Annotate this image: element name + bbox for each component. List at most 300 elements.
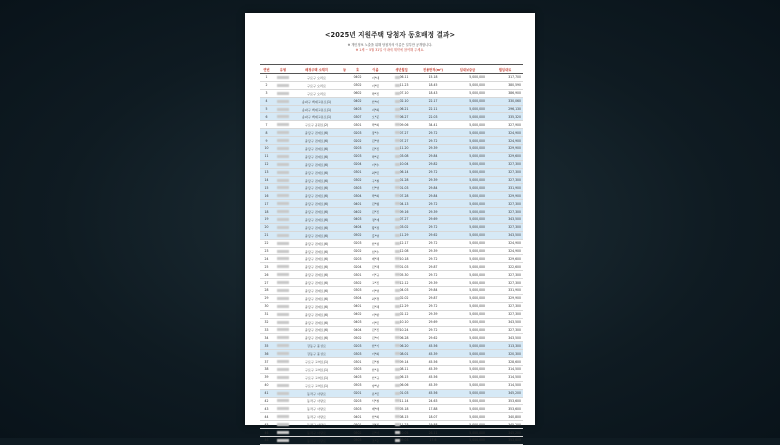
cell-name: 이*희 <box>366 350 385 358</box>
table-row <box>260 365 523 373</box>
cell-address: 중랑구 겸재로(6) <box>293 310 340 318</box>
redacted-block <box>395 431 400 434</box>
cell-ho: 0402 <box>349 310 366 318</box>
cell-name: 박*희 <box>366 121 385 129</box>
cell-birth <box>385 160 418 168</box>
cell-area: 29.39 <box>418 208 448 216</box>
cell-type <box>273 231 293 239</box>
redacted-block <box>277 210 289 213</box>
redacted-block <box>277 368 289 371</box>
cell-name: 유*민 <box>366 389 385 397</box>
cell-address: 구로구 오리로 <box>293 89 340 97</box>
redacted-block <box>277 257 289 260</box>
cell-rent: 328,600 <box>487 358 523 366</box>
cell-birth <box>385 168 418 176</box>
cell-deposit: 5,000,000 <box>448 381 487 389</box>
birth-text: 07.27 <box>399 138 409 143</box>
cell-address: 중랑구 겸재로(6) <box>293 223 340 231</box>
cell-address: 구로구 고척로(1) <box>293 358 340 366</box>
birth-text: 06.06 <box>399 383 409 388</box>
redacted-block <box>277 407 289 410</box>
cell-ho: 0403 <box>349 216 366 224</box>
cell-deposit: 5,000,000 <box>448 413 487 421</box>
redacted-block <box>277 147 289 150</box>
cell-dong <box>340 121 349 129</box>
cell-ho: 0301 <box>349 271 366 279</box>
cell-dong <box>340 373 349 381</box>
table-row <box>260 255 523 263</box>
cell-birth <box>385 113 418 121</box>
cell-type <box>273 302 293 310</box>
redacted-block <box>277 155 289 158</box>
table-row <box>260 137 523 145</box>
cell-dong <box>340 389 349 397</box>
cell-deposit: 5,000,000 <box>448 397 487 405</box>
cell-type <box>273 113 293 121</box>
redacted-block <box>395 281 400 284</box>
birth-text: 02.12 <box>399 312 409 317</box>
cell-dong <box>340 421 349 429</box>
cell-dong <box>340 231 349 239</box>
birth-text: 09.16 <box>399 209 409 214</box>
cell-area: 29.72 <box>418 239 448 247</box>
birth-text: 09.14 <box>399 359 409 364</box>
cell-rent: 324,900 <box>487 239 523 247</box>
table-row <box>260 74 523 82</box>
cell-type <box>273 397 293 405</box>
cell-dong <box>340 405 349 413</box>
cell-name: 한*기 <box>366 342 385 350</box>
redacted-block <box>395 115 400 118</box>
birth-text: 02.02 <box>399 296 409 301</box>
cell-no: 32 <box>260 318 273 326</box>
redacted-block <box>395 399 400 402</box>
header-name: 이름 <box>366 65 385 74</box>
cell-birth <box>385 381 418 389</box>
cell-type <box>273 334 293 342</box>
cell-name: 정*재 <box>366 216 385 224</box>
cell-address: 중랑구 겸재로(6) <box>293 216 340 224</box>
cell-area: 29.72 <box>418 129 448 137</box>
cell-ho: 0302 <box>349 279 366 287</box>
cell-name: 한*희 <box>366 413 385 421</box>
cell-no: 20 <box>260 223 273 231</box>
cell-birth <box>385 421 418 429</box>
cell-no: 3 <box>260 89 273 97</box>
cell-deposit: 5,000,000 <box>448 223 487 231</box>
cell-area: 17.6 <box>418 436 448 444</box>
redacted-block <box>277 139 289 142</box>
cell-rent: 320,300 <box>487 350 523 358</box>
table-row <box>260 200 523 208</box>
cell-birth <box>385 145 418 153</box>
cell-address: 중랑구 겸재로(6) <box>293 176 340 184</box>
table-row <box>260 208 523 216</box>
cell-address: 동작구 사당로 <box>293 436 340 444</box>
cell-address: 중랑구 겸재로(6) <box>293 334 340 342</box>
cell-rent: 386,900 <box>487 89 523 97</box>
cell-no: 11 <box>260 152 273 160</box>
redacted-block <box>277 313 289 316</box>
cell-no: 24 <box>260 255 273 263</box>
table-row <box>260 216 523 224</box>
table-row <box>260 405 523 413</box>
cell-name: 고*진 <box>366 279 385 287</box>
birth-text: 07.10 <box>399 91 409 96</box>
redacted-block <box>395 257 400 260</box>
cell-birth <box>385 334 418 342</box>
redacted-block <box>277 352 289 355</box>
note-line-1: ※ 개인정보 노출을 위해 당첨자의 이름은 일부만 공개합니다. <box>347 43 433 47</box>
cell-birth <box>385 97 418 105</box>
cell-rent: 343,500 <box>487 216 523 224</box>
cell-area: 45.56 <box>418 358 448 366</box>
cell-name: 김*진 <box>366 326 385 334</box>
cell-area: 22.03 <box>418 113 448 121</box>
cell-birth <box>385 287 418 295</box>
birth-text: 09.06 <box>399 122 409 127</box>
cell-deposit: 5,000,000 <box>448 365 487 373</box>
cell-area: 19.88 <box>418 421 448 429</box>
cell-no: 40 <box>260 381 273 389</box>
cell-type <box>273 342 293 350</box>
cell-area: 29.84 <box>418 287 448 295</box>
cell-deposit: 5,000,000 <box>448 310 487 318</box>
birth-text: 11.23 <box>399 422 409 427</box>
cell-deposit: 5,000,000 <box>448 74 487 82</box>
cell-deposit: 5,000,000 <box>448 105 487 113</box>
cell-area: 26.11 <box>418 429 448 437</box>
cell-name: 오*준 <box>366 113 385 121</box>
redacted-block <box>277 234 289 237</box>
redacted-block <box>277 439 289 442</box>
redacted-block <box>277 218 289 221</box>
cell-type <box>273 168 293 176</box>
cell-area: 34.41 <box>418 121 448 129</box>
cell-no: 16 <box>260 192 273 200</box>
cell-address: 중랑구 겸재로(6) <box>293 239 340 247</box>
cell-deposit: 5,000,000 <box>448 176 487 184</box>
cell-birth <box>385 429 418 437</box>
cell-no: 17 <box>260 200 273 208</box>
cell-ho: 0203 <box>349 255 366 263</box>
redacted-block <box>395 123 400 126</box>
cell-area: 29.72 <box>418 255 448 263</box>
cell-ho: 0503 <box>349 436 366 444</box>
cell-name: 이*민 <box>366 318 385 326</box>
cell-rent: 327,300 <box>487 310 523 318</box>
cell-deposit: 5,000,000 <box>448 184 487 192</box>
table-row <box>260 247 523 255</box>
cell-dong <box>340 310 349 318</box>
cell-no: 14 <box>260 176 273 184</box>
table-row <box>260 373 523 381</box>
cell-rent: 296,130 <box>487 105 523 113</box>
table-row <box>260 350 523 358</box>
cell-ho: 0602 <box>349 89 366 97</box>
cell-birth <box>385 239 418 247</box>
birth-text: 04.13 <box>399 201 409 206</box>
cell-name: 이*환 <box>366 310 385 318</box>
birth-text: 11.23 <box>399 83 409 88</box>
cell-dong <box>340 397 349 405</box>
cell-name: 안*미 <box>366 97 385 105</box>
cell-rent: 331,900 <box>487 184 523 192</box>
cell-no: 9 <box>260 137 273 145</box>
cell-ho: 0401 <box>349 302 366 310</box>
cell-birth <box>385 247 418 255</box>
birth-text: 02.10 <box>399 99 409 104</box>
cell-no: 22 <box>260 239 273 247</box>
cell-no: 37 <box>260 358 273 366</box>
redacted-block <box>277 423 289 426</box>
cell-name: 김*철 <box>366 358 385 366</box>
cell-type <box>273 381 293 389</box>
cell-deposit: 5,000,000 <box>448 192 487 200</box>
cell-type <box>273 326 293 334</box>
cell-ho: 0502 <box>349 231 366 239</box>
cell-birth <box>385 200 418 208</box>
cell-deposit: 5,000,000 <box>448 429 487 437</box>
cell-dong <box>340 81 349 89</box>
cell-address: 중랑구 겸재로(6) <box>293 294 340 302</box>
redacted-block <box>277 384 289 387</box>
redacted-block <box>277 115 289 118</box>
cell-area: 29.39 <box>418 279 448 287</box>
cell-dong <box>340 74 349 82</box>
redacted-block <box>277 281 289 284</box>
cell-deposit: 5,000,000 <box>448 279 487 287</box>
cell-type <box>273 81 293 89</box>
cell-rent: 322,600 <box>487 263 523 271</box>
cell-no: 42 <box>260 397 273 405</box>
cell-address: 강동구 풍성로 <box>293 342 340 350</box>
redacted-block <box>277 415 289 418</box>
cell-birth <box>385 326 418 334</box>
birth-text: 12.08 <box>399 249 409 254</box>
redacted-block <box>395 423 400 426</box>
cell-rent: 340,800 <box>487 413 523 421</box>
cell-no: 26 <box>260 271 273 279</box>
cell-rent: 329,900 <box>487 192 523 200</box>
cell-birth <box>385 365 418 373</box>
table-row <box>260 184 523 192</box>
cell-address: 중랑구 겸재로(6) <box>293 247 340 255</box>
header-area: 전용면적(m²) <box>418 65 448 74</box>
cell-no: 45 <box>260 421 273 429</box>
redacted-block <box>277 92 289 95</box>
cell-ho: 0301 <box>349 168 366 176</box>
cell-type <box>273 373 293 381</box>
cell-address: 송파구 백제고분로(1) <box>293 113 340 121</box>
cell-no: 33 <box>260 326 273 334</box>
birth-text: 11.20 <box>399 146 409 151</box>
cell-area: 29.84 <box>418 184 448 192</box>
cell-no: 8 <box>260 129 273 137</box>
cell-birth <box>385 405 418 413</box>
cell-dong <box>340 192 349 200</box>
cell-area: 18.45 <box>418 81 448 89</box>
cell-rent: 327,300 <box>487 326 523 334</box>
cell-area: 29.72 <box>418 271 448 279</box>
cell-type <box>273 200 293 208</box>
cell-dong <box>340 318 349 326</box>
cell-name: 최*민 <box>366 168 385 176</box>
cell-name: 홍*영 <box>366 231 385 239</box>
redacted-block <box>395 415 400 418</box>
cell-ho: 0503 <box>349 381 366 389</box>
cell-ho: 0301 <box>349 358 366 366</box>
cell-address: 구로구 고척로(1) <box>293 381 340 389</box>
cell-birth <box>385 350 418 358</box>
redacted-block <box>395 131 400 134</box>
cell-name: 양*남 <box>366 381 385 389</box>
birth-text: 06.27 <box>399 114 409 119</box>
redacted-block <box>277 108 289 111</box>
header-no: 연번 <box>260 65 273 74</box>
birth-text: 07.27 <box>399 130 409 135</box>
redacted-block <box>395 265 400 268</box>
cell-dong <box>340 152 349 160</box>
redacted-block <box>395 360 400 363</box>
cell-address: 중랑구 겸재로(6) <box>293 129 340 137</box>
cell-area: 29.39 <box>418 176 448 184</box>
birth-text: 04.03 <box>399 288 409 293</box>
redacted-block <box>277 392 289 395</box>
header-deposit: 임대보증금 <box>448 65 487 74</box>
cell-deposit: 5,000,000 <box>448 436 487 444</box>
cell-deposit: 5,000,000 <box>448 160 487 168</box>
redacted-block <box>395 321 400 324</box>
table-row <box>260 279 523 287</box>
cell-area: 29.72 <box>418 168 448 176</box>
cell-deposit: 5,000,000 <box>448 168 487 176</box>
cell-rent: 327,300 <box>487 302 523 310</box>
birth-text: 12.12 <box>399 280 409 285</box>
cell-ho: 0204 <box>349 160 366 168</box>
cell-rent: 353,600 <box>487 436 523 444</box>
cell-rent: 314,500 <box>487 381 523 389</box>
birth-text: 07.28 <box>399 193 409 198</box>
redacted-block <box>277 123 289 126</box>
cell-type <box>273 208 293 216</box>
table-row <box>260 113 523 121</box>
cell-area: 29.82 <box>418 160 448 168</box>
cell-no: 39 <box>260 373 273 381</box>
table-row <box>260 160 523 168</box>
cell-rent: 317,700 <box>487 74 523 82</box>
redacted-block <box>395 407 400 410</box>
redacted-block <box>277 265 289 268</box>
cell-no: 44 <box>260 413 273 421</box>
birth-text: 01.03 <box>399 185 409 190</box>
redacted-block <box>277 163 289 166</box>
cell-area: 24.63 <box>418 397 448 405</box>
cell-ho: 0303 <box>349 405 366 413</box>
table-row <box>260 192 523 200</box>
birth-text: 06.11 <box>399 75 409 80</box>
cell-birth <box>385 389 418 397</box>
redacted-block <box>395 108 400 111</box>
cell-no: 46 <box>260 436 273 444</box>
cell-deposit: 5,000,000 <box>448 263 487 271</box>
cell-ho: 0404 <box>349 326 366 334</box>
cell-rent: 324,900 <box>487 247 523 255</box>
cell-deposit: 5,000,000 <box>448 350 487 358</box>
cell-address: 강동구 풍성로 <box>293 350 340 358</box>
cell-name: 배*혜 <box>366 255 385 263</box>
birth-text: 12.17 <box>399 241 409 246</box>
cell-deposit: 5,000,000 <box>448 358 487 366</box>
cell-rent: 330,060 <box>487 97 523 105</box>
cell-ho: 0502 <box>349 334 366 342</box>
table-row <box>260 381 523 389</box>
cell-address: 중랑구 겸재로(6) <box>293 200 340 208</box>
cell-area: 29.69 <box>418 318 448 326</box>
redacted-block <box>395 226 400 229</box>
cell-name: 지*희 <box>366 105 385 113</box>
cell-deposit: 5,000,000 <box>448 113 487 121</box>
redacted-block <box>395 179 400 182</box>
result-table <box>260 64 523 445</box>
cell-rent: 329,900 <box>487 145 523 153</box>
redacted-block <box>395 297 400 300</box>
birth-text: 07.27 <box>399 217 409 222</box>
cell-area: 29.62 <box>418 231 448 239</box>
cell-deposit: 5,000,000 <box>448 405 487 413</box>
cell-name: 배*배 <box>366 405 385 413</box>
cell-type <box>273 287 293 295</box>
redacted-block <box>277 336 289 339</box>
cell-birth <box>385 192 418 200</box>
redacted-block <box>277 328 289 331</box>
redacted-block <box>395 305 400 308</box>
cell-dong <box>340 137 349 145</box>
table-row <box>260 231 523 239</box>
redacted-block <box>277 431 289 434</box>
table-row <box>260 239 523 247</box>
cell-ho: 0502 <box>349 429 366 437</box>
cell-address: 동작구 사당로 <box>293 421 340 429</box>
cell-area: 29.62 <box>418 334 448 342</box>
cell-deposit: 5,000,000 <box>448 129 487 137</box>
cell-dong <box>340 247 349 255</box>
cell-address: 구로구 오리로 <box>293 81 340 89</box>
cell-type <box>273 137 293 145</box>
cell-address: 동작구 사당로 <box>293 413 340 421</box>
cell-type <box>273 74 293 82</box>
cell-name: 김*영 <box>366 137 385 145</box>
cell-deposit: 5,000,000 <box>448 121 487 129</box>
cell-ho: 0401 <box>349 413 366 421</box>
redacted-block <box>395 234 400 237</box>
redacted-block <box>277 84 289 87</box>
cell-address: 구로구 고척로(1) <box>293 365 340 373</box>
cell-type <box>273 318 293 326</box>
cell-type <box>273 429 293 437</box>
redacted-block <box>395 84 400 87</box>
redacted-block <box>395 273 400 276</box>
cell-ho: 0402 <box>349 74 366 82</box>
redacted-block <box>277 321 289 324</box>
redacted-block <box>395 352 400 355</box>
cell-name: 정*진 <box>366 421 385 429</box>
cell-ho: 0302 <box>349 81 366 89</box>
note-line-2: ※ 1세 ~ 5월 31일 이내에 계약에 참여해 주세요. <box>355 47 425 52</box>
cell-dong <box>340 350 349 358</box>
birth-text: 05.18 <box>399 406 409 411</box>
cell-address: 송파구 백제고분로(1) <box>293 97 340 105</box>
